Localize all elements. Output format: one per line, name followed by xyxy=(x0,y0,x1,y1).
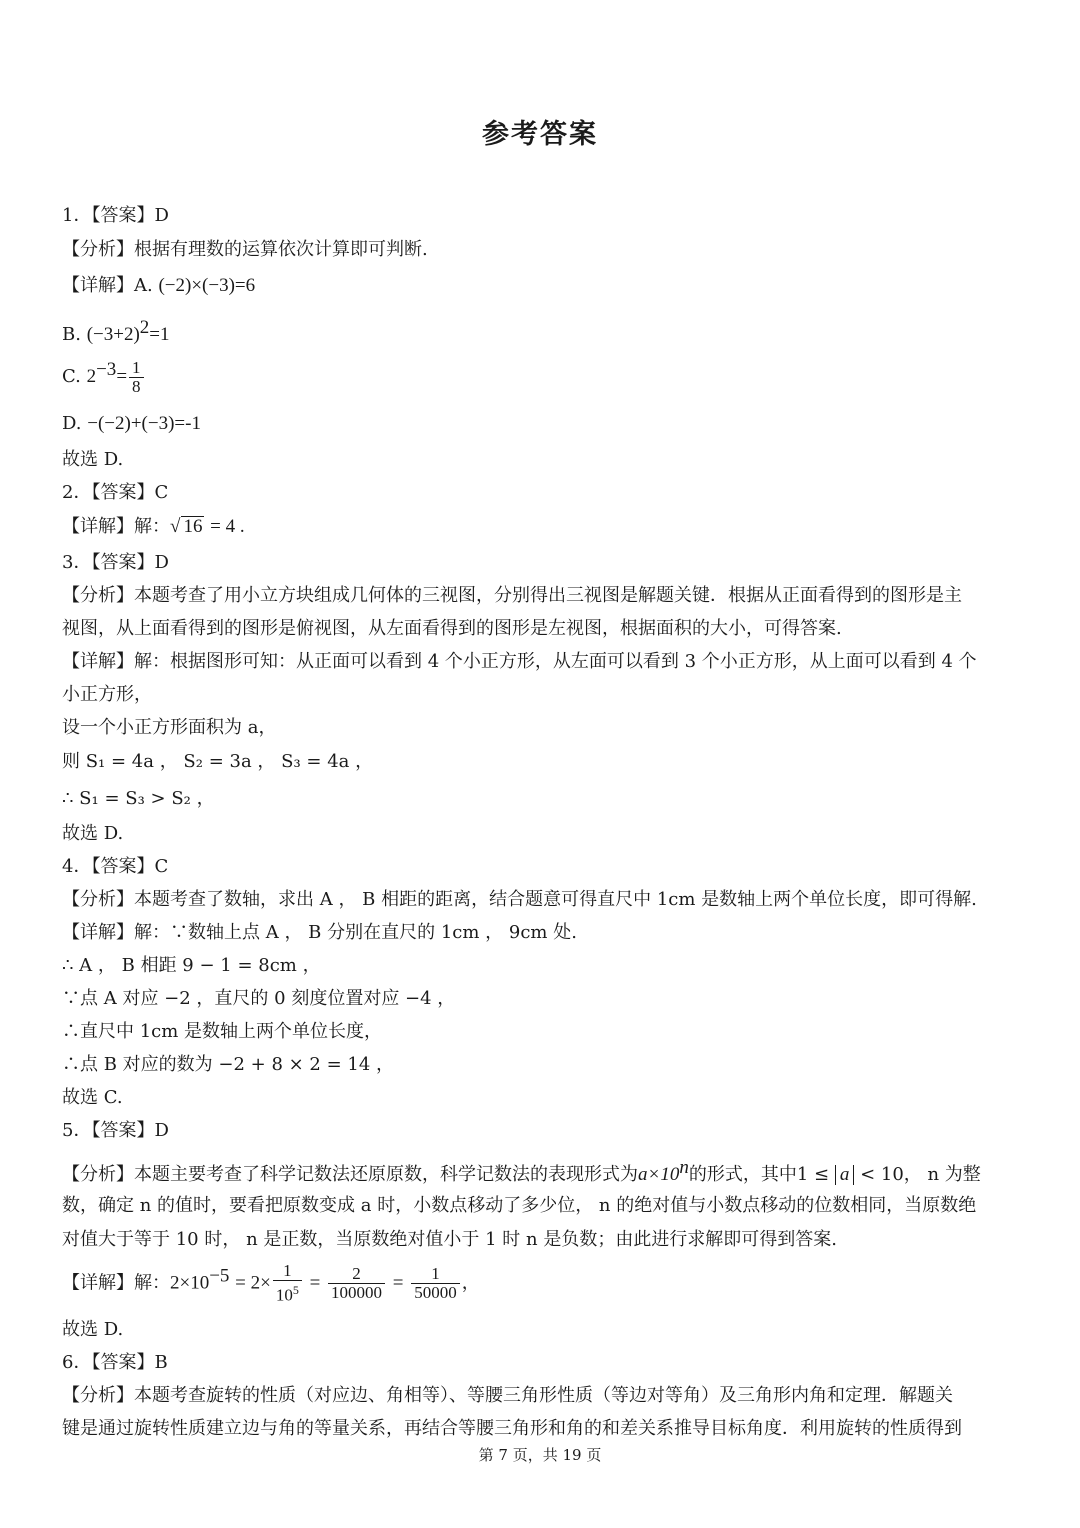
q5-fraction-2 xyxy=(328,1265,385,1302)
q1-analysis: 【分析】根据有理数的运算依次计算即可判断. xyxy=(62,239,428,260)
q1-b-label: B. xyxy=(62,324,81,345)
q4-analysis: 【分析】本题考查了数轴，求出 A ， B 相距的距离，结合题意可得直尺中 1cm 是数轴上两个单位长度，即可得解. xyxy=(62,889,977,910)
q2-rhs: = 4 . xyxy=(210,516,245,537)
q6-analysis-1: 【分析】本题考查旋转的性质（对应边、角相等）、等腰三角形性质（等边对等角）及三角形内角和定理．解题关 xyxy=(62,1385,953,1406)
q1-d-expr: −(−2)+(−3)=-1 xyxy=(87,413,201,434)
q1-a-expr: (−2)×(−3)=6 xyxy=(158,275,256,296)
q5-d-eq3: = xyxy=(392,1272,404,1294)
q1-detail-d xyxy=(62,412,1022,436)
q1-b-rhs: =1 xyxy=(149,324,170,345)
q3-detail-2: 小正方形， xyxy=(62,684,152,705)
q6-analysis-2: 键是通过旋转性质建立边与角的等量关系，再结合等腰三角形和角的和差关系推导目标角度．利用旋转的性质得到 xyxy=(62,1418,962,1439)
q4-detail-2: ∴ A ， B 相距 9 − 1 = 8cm ， xyxy=(62,955,321,976)
q5-analysis-post: < 10， n 为整 xyxy=(860,1164,981,1185)
q5-detail-label: 【详解】解： xyxy=(62,1272,170,1294)
q1-b-exp: 2 xyxy=(139,317,150,338)
q5-f1-num: 1 xyxy=(273,1262,302,1281)
q1-c-den: 8 xyxy=(132,376,141,396)
q3-detail-4: 则 S₁ = 4a ， S₂ = 3a ， S₃ = 4a ， xyxy=(62,751,374,772)
q5-d-lhs-exp: −5 xyxy=(209,1265,230,1287)
q5-analysis-expr: a×10 xyxy=(638,1164,680,1185)
q5-answer: 5．【答案】D xyxy=(62,1120,169,1141)
q1-detail-label: 【详解】A. xyxy=(62,275,153,296)
q3-analysis-1: 【分析】本题考查了用小立方块组成几何体的三视图，分别得出三视图是解题关键．根据从正面看得到的图形是主 xyxy=(62,585,962,606)
q5-d-lhs: 2×10 xyxy=(170,1272,210,1294)
q5-f3-den: 50000 xyxy=(414,1282,457,1302)
q4-detail-4: ∴直尺中 1cm 是数轴上两个单位长度， xyxy=(62,1021,383,1042)
q4-detail-3: ∵点 A 对应 −2 ，直尺的 0 刻度位置对应 −4 ， xyxy=(62,988,456,1009)
q5-analysis-3: 对值大于等于 10 时， n 是正数，当原数绝对值小于 1 时 n 是负数；由此进行求解即可得到答案. xyxy=(62,1229,838,1250)
q1-answer: 1．【答案】D xyxy=(62,205,169,226)
q6-answer: 6．【答案】B xyxy=(62,1352,168,1373)
q5-d-eq2: = xyxy=(309,1272,321,1294)
q5-analysis-mid: 的形式，其中1 ≤ xyxy=(688,1164,830,1185)
q5-fraction-3 xyxy=(411,1265,460,1302)
q1-c-exp: −3 xyxy=(96,359,117,380)
q1-detail-a xyxy=(62,274,1022,298)
q1-detail-b xyxy=(62,316,1022,347)
q2-detail: 【详解】解：√ 16 = 4 . xyxy=(62,516,245,537)
q3-detail-3: 设一个小正方形面积为 a， xyxy=(62,717,277,738)
q5-choice: 故选 D. xyxy=(62,1319,124,1340)
q1-c-label: C. xyxy=(62,366,81,387)
q1-c-eq: = xyxy=(116,366,128,387)
q2-radicand: 16 xyxy=(183,516,203,537)
q5-d-end: ， xyxy=(461,1272,480,1294)
q5-fraction-1 xyxy=(273,1262,302,1305)
q5-f3-num: 1 xyxy=(411,1265,460,1284)
q4-answer: 4．【答案】C xyxy=(62,856,169,877)
q5-analysis-exp: n xyxy=(679,1157,689,1178)
page-title: 参考答案 xyxy=(482,119,598,150)
q5-f1-den-exp: 5 xyxy=(292,1283,299,1297)
q5-analysis-pre: 【分析】本题主要考查了科学记数法还原原数，科学记数法的表现形式为 xyxy=(62,1164,638,1185)
q2-answer: 2．【答案】C xyxy=(62,482,169,503)
q3-detail-5: ∴ S₁ = S₃ > S₂ ， xyxy=(62,788,215,809)
q2-detail-label: 【详解】解： xyxy=(62,516,170,537)
q5-detail xyxy=(62,1262,1022,1306)
q1-c-base: 2 xyxy=(86,366,97,387)
q5-analysis-2: 数，确定 n 的值时，要看把原数变成 a 时，小数点移动了多少位， n 的绝对值与小数点移动的位数相同，当原数绝 xyxy=(62,1195,977,1216)
q1-c-num: 1 xyxy=(129,359,144,378)
q3-detail-1: 【详解】解：根据图形可知：从正面可以看到 4 个小正方形，从左面可以看到 3 个小正方形，从上面可以看到 4 个 xyxy=(62,651,977,672)
q5-d-eq1: = 2× xyxy=(235,1272,271,1294)
q4-detail-1: 【详解】解：∵数轴上点 A ， B 分别在直尺的 1cm ， 9cm 处. xyxy=(62,922,577,943)
q4-choice: 故选 C. xyxy=(62,1087,123,1108)
q1-c-fraction xyxy=(129,359,144,396)
q3-choice: 故选 D. xyxy=(62,823,124,844)
q5-f2-num: 2 xyxy=(328,1265,385,1284)
q4-detail-5: ∴点 B 对应的数为 −2 + 8 × 2 = 14 ， xyxy=(62,1054,395,1075)
q5-analysis-abs: a xyxy=(835,1165,855,1185)
page-footer: 第 7 页，共 19 页 xyxy=(478,1446,602,1464)
q3-analysis-2: 视图，从上面看得到的图形是俯视图，从左面看得到的图形是左视图，根据面积的大小，可得答案. xyxy=(62,618,842,639)
q1-detail-c xyxy=(62,358,1022,398)
q5-analysis-1 xyxy=(62,1156,1022,1187)
q1-b-base: (−3+2) xyxy=(86,324,140,345)
q5-f1-den: 10 xyxy=(275,1285,293,1305)
q5-f2-den: 100000 xyxy=(331,1282,383,1302)
q3-answer: 3．【答案】D xyxy=(62,552,169,573)
q1-d-label: D. xyxy=(62,413,82,434)
q1-choice: 故选 D. xyxy=(62,449,124,470)
